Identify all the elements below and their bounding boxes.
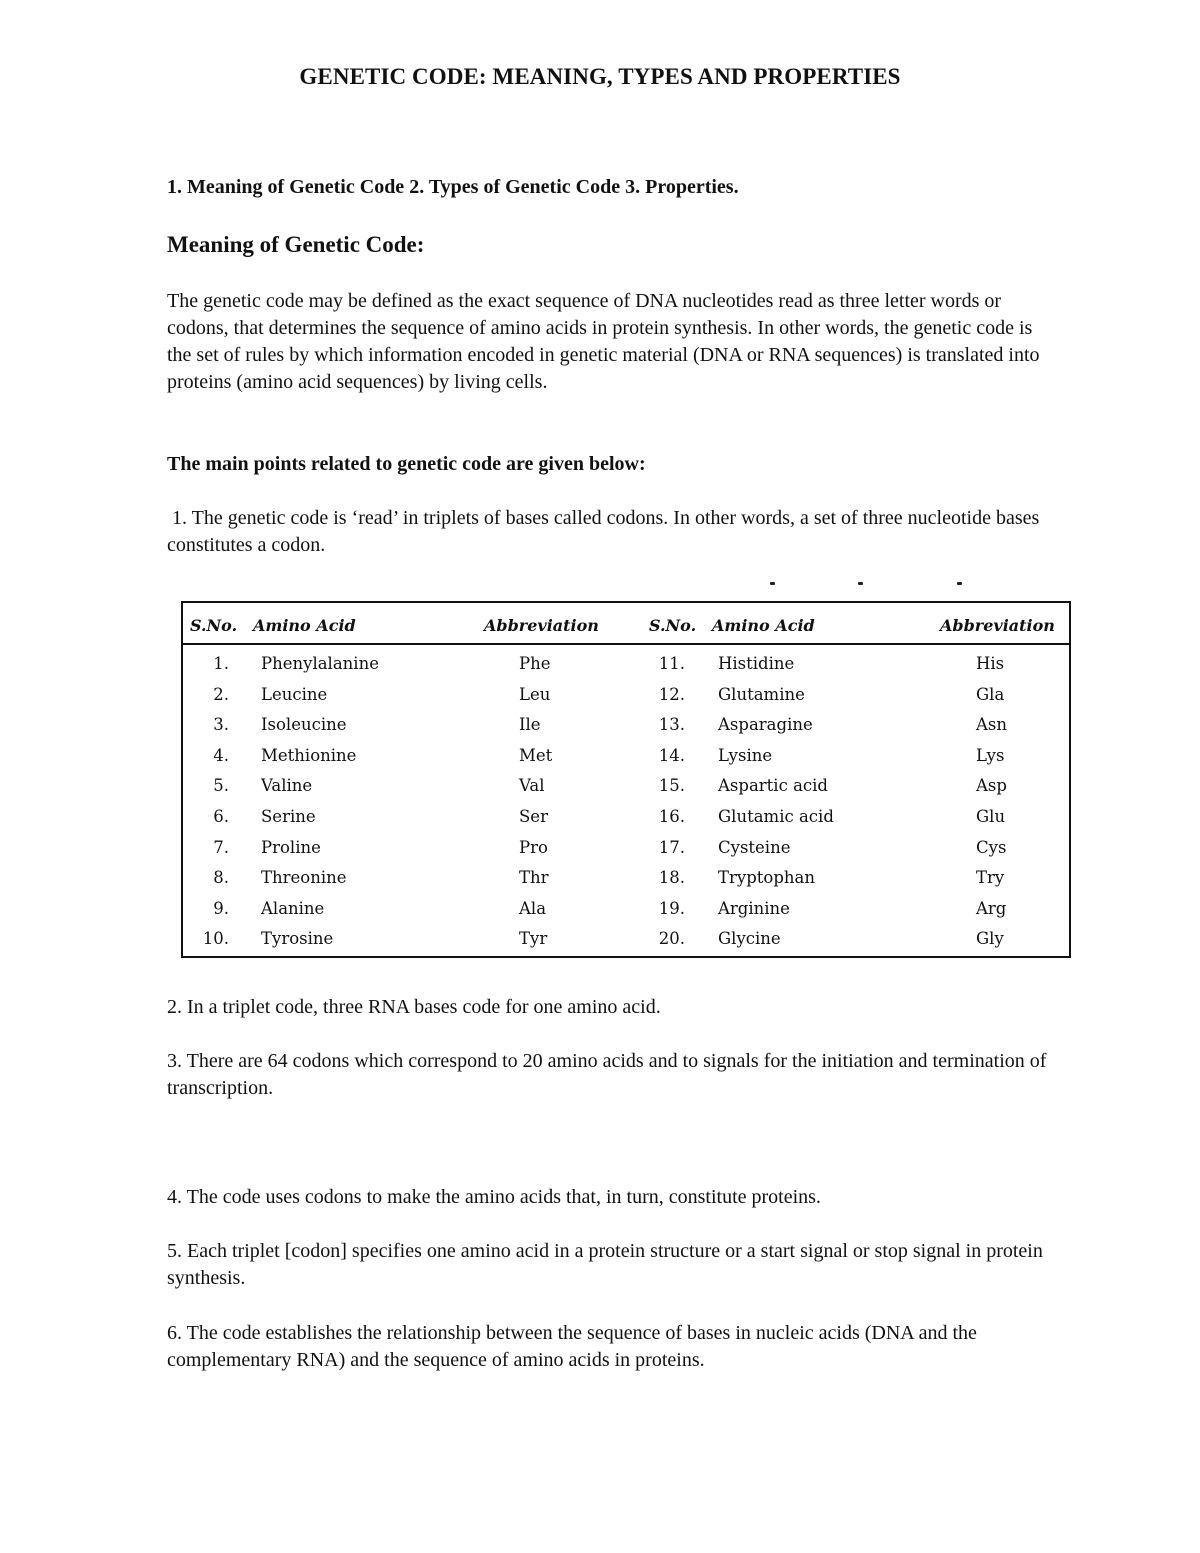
point-5: 5. Each triplet [codon] specifies one amino acid in a protein structure or a start signal or stop signal in protein synthesis. — [167, 1240, 1043, 1289]
cell-amino-acid: Methionine — [261, 745, 357, 765]
point-6: 6. The code establishes the relationship between the sequence of bases in nucleic acids (DNA and the complementary RNA) and the sequence of amino acids in proteins. — [167, 1322, 977, 1371]
point-1 — [167, 505, 1047, 559]
cell-abbreviation-2: Gly — [976, 929, 1004, 949]
table-row — [183, 868, 1069, 899]
cell-abbreviation: Leu — [519, 684, 551, 704]
header-rule — [183, 643, 1069, 645]
definition-paragraph: The genetic code may be defined as the exact sequence of DNA nucleotides read as three letter words or codons, that determines the sequence of amino acids in protein synthesis. In other words, the genetic code is the set of rules by which information encoded in genetic material (DNA or RNA sequences) is translated into proteins (amino acid sequences) by living cells. — [167, 290, 1040, 393]
cell-abbreviation: Tyr — [519, 929, 548, 949]
cell-sno-2: 16. — [658, 807, 685, 826]
cell-amino-acid-2: Aspartic acid — [718, 776, 828, 796]
cell-abbreviation: Ile — [519, 715, 541, 735]
cell-sno: 7. — [213, 837, 229, 857]
scan-mark — [957, 582, 962, 585]
cell-abbreviation-2: Gla — [976, 684, 1005, 704]
point-4: 4. The code uses codons to make the amino acids that, in turn, constitute proteins. — [167, 1186, 821, 1208]
cell-amino-acid: Valine — [261, 776, 313, 796]
cell-sno-2: 12. — [658, 684, 685, 704]
cell-abbreviation-2: His — [976, 654, 1005, 673]
header-amino-acid-2: Amino Acid — [712, 616, 815, 635]
table-row — [183, 929, 1069, 960]
header-sno: S.No. — [190, 616, 238, 635]
cell-amino-acid: Phenylalanine — [261, 654, 379, 673]
cell-amino-acid-2: Histidine — [718, 654, 795, 673]
cell-amino-acid-2: Tryptophan — [718, 868, 815, 888]
cell-sno: 6. — [213, 807, 229, 826]
cell-sno-2: 11. — [658, 654, 685, 673]
cell-abbreviation-2: Glu — [976, 807, 1006, 826]
cell-abbreviation-2: Try — [976, 868, 1005, 888]
amino-acid-table — [181, 601, 1071, 958]
cell-abbreviation: Ala — [519, 898, 547, 918]
cell-amino-acid: Alanine — [261, 898, 325, 918]
cell-abbreviation: Met — [519, 745, 553, 765]
contents-line: 1. Meaning of Genetic Code 2. Types of Genetic Code 3. Properties. — [167, 176, 739, 198]
table-row — [183, 776, 1069, 807]
point-2: 2. In a triplet code, three RNA bases code for one amino acid. — [167, 996, 661, 1018]
cell-amino-acid: Serine — [261, 807, 316, 826]
cell-amino-acid: Threonine — [261, 868, 347, 888]
table-row — [183, 807, 1069, 838]
cell-sno-2: 18. — [658, 868, 685, 888]
cell-abbreviation-2: Cys — [976, 837, 1007, 857]
cell-amino-acid-2: Asparagine — [718, 715, 813, 735]
scan-mark — [858, 582, 863, 585]
points-heading: The main points related to genetic code are given below: — [167, 453, 646, 475]
cell-abbreviation: Pro — [519, 837, 548, 857]
cell-sno: 8. — [213, 868, 229, 888]
table-row — [183, 899, 1069, 930]
cell-sno-2: 15. — [658, 776, 685, 796]
cell-sno: 9. — [213, 898, 229, 918]
cell-abbreviation-2: Arg — [976, 898, 1007, 918]
cell-amino-acid: Isoleucine — [261, 715, 347, 735]
cell-sno-2: 20. — [658, 929, 685, 949]
cell-sno: 10. — [202, 929, 229, 949]
cell-amino-acid: Leucine — [261, 684, 328, 704]
cell-abbreviation: Phe — [519, 654, 551, 673]
cell-abbreviation-2: Lys — [976, 745, 1005, 765]
table-row — [183, 685, 1069, 716]
scan-marks — [0, 582, 1200, 592]
table-row — [183, 715, 1069, 746]
cell-abbreviation-2: Asn — [976, 715, 1008, 735]
cell-sno-2: 19. — [658, 898, 685, 918]
cell-sno-2: 17. — [658, 837, 685, 857]
cell-amino-acid-2: Arginine — [718, 898, 790, 918]
cell-abbreviation: Val — [519, 776, 545, 796]
cell-amino-acid: Tyrosine — [261, 929, 334, 949]
header-abbreviation: Abbreviation — [484, 616, 599, 635]
cell-sno-2: 13. — [658, 715, 685, 735]
table-row — [183, 838, 1069, 869]
header-amino-acid: Amino Acid — [253, 616, 356, 635]
cell-sno: 2. — [213, 684, 229, 704]
cell-sno: 1. — [213, 654, 229, 673]
header-abbreviation-2: Abbreviation — [940, 616, 1055, 635]
cell-amino-acid-2: Glutamic acid — [718, 807, 834, 826]
table-row — [183, 654, 1069, 685]
point-3: 3. There are 64 codons which correspond to 20 amino acids and to signals for the initiation and termination of transcription. — [167, 1050, 1047, 1099]
cell-amino-acid-2: Glutamine — [718, 684, 805, 704]
cell-amino-acid-2: Glycine — [718, 929, 781, 949]
point-1-text: 1. The genetic code is ‘read’ in triplets of bases called codons. In other words, a set of three nucleotide bases constitutes a codon. — [167, 507, 1040, 556]
cell-amino-acid-2: Lysine — [718, 745, 773, 765]
cell-amino-acid: Proline — [261, 837, 321, 857]
cell-abbreviation-2: Asp — [976, 776, 1007, 796]
cell-sno: 3. — [213, 715, 229, 735]
table-row — [183, 746, 1069, 777]
cell-sno: 4. — [213, 745, 229, 765]
cell-amino-acid-2: Cysteine — [718, 837, 791, 857]
section-heading-meaning: Meaning of Genetic Code: — [167, 232, 425, 257]
scan-mark — [770, 582, 775, 585]
cell-abbreviation: Thr — [519, 868, 549, 888]
header-sno-2: S.No. — [649, 616, 697, 635]
document-title: GENETIC CODE: MEANING, TYPES AND PROPERTIES — [299, 64, 901, 89]
cell-sno: 5. — [213, 776, 229, 796]
cell-sno-2: 14. — [658, 745, 685, 765]
cell-abbreviation: Ser — [519, 807, 548, 826]
